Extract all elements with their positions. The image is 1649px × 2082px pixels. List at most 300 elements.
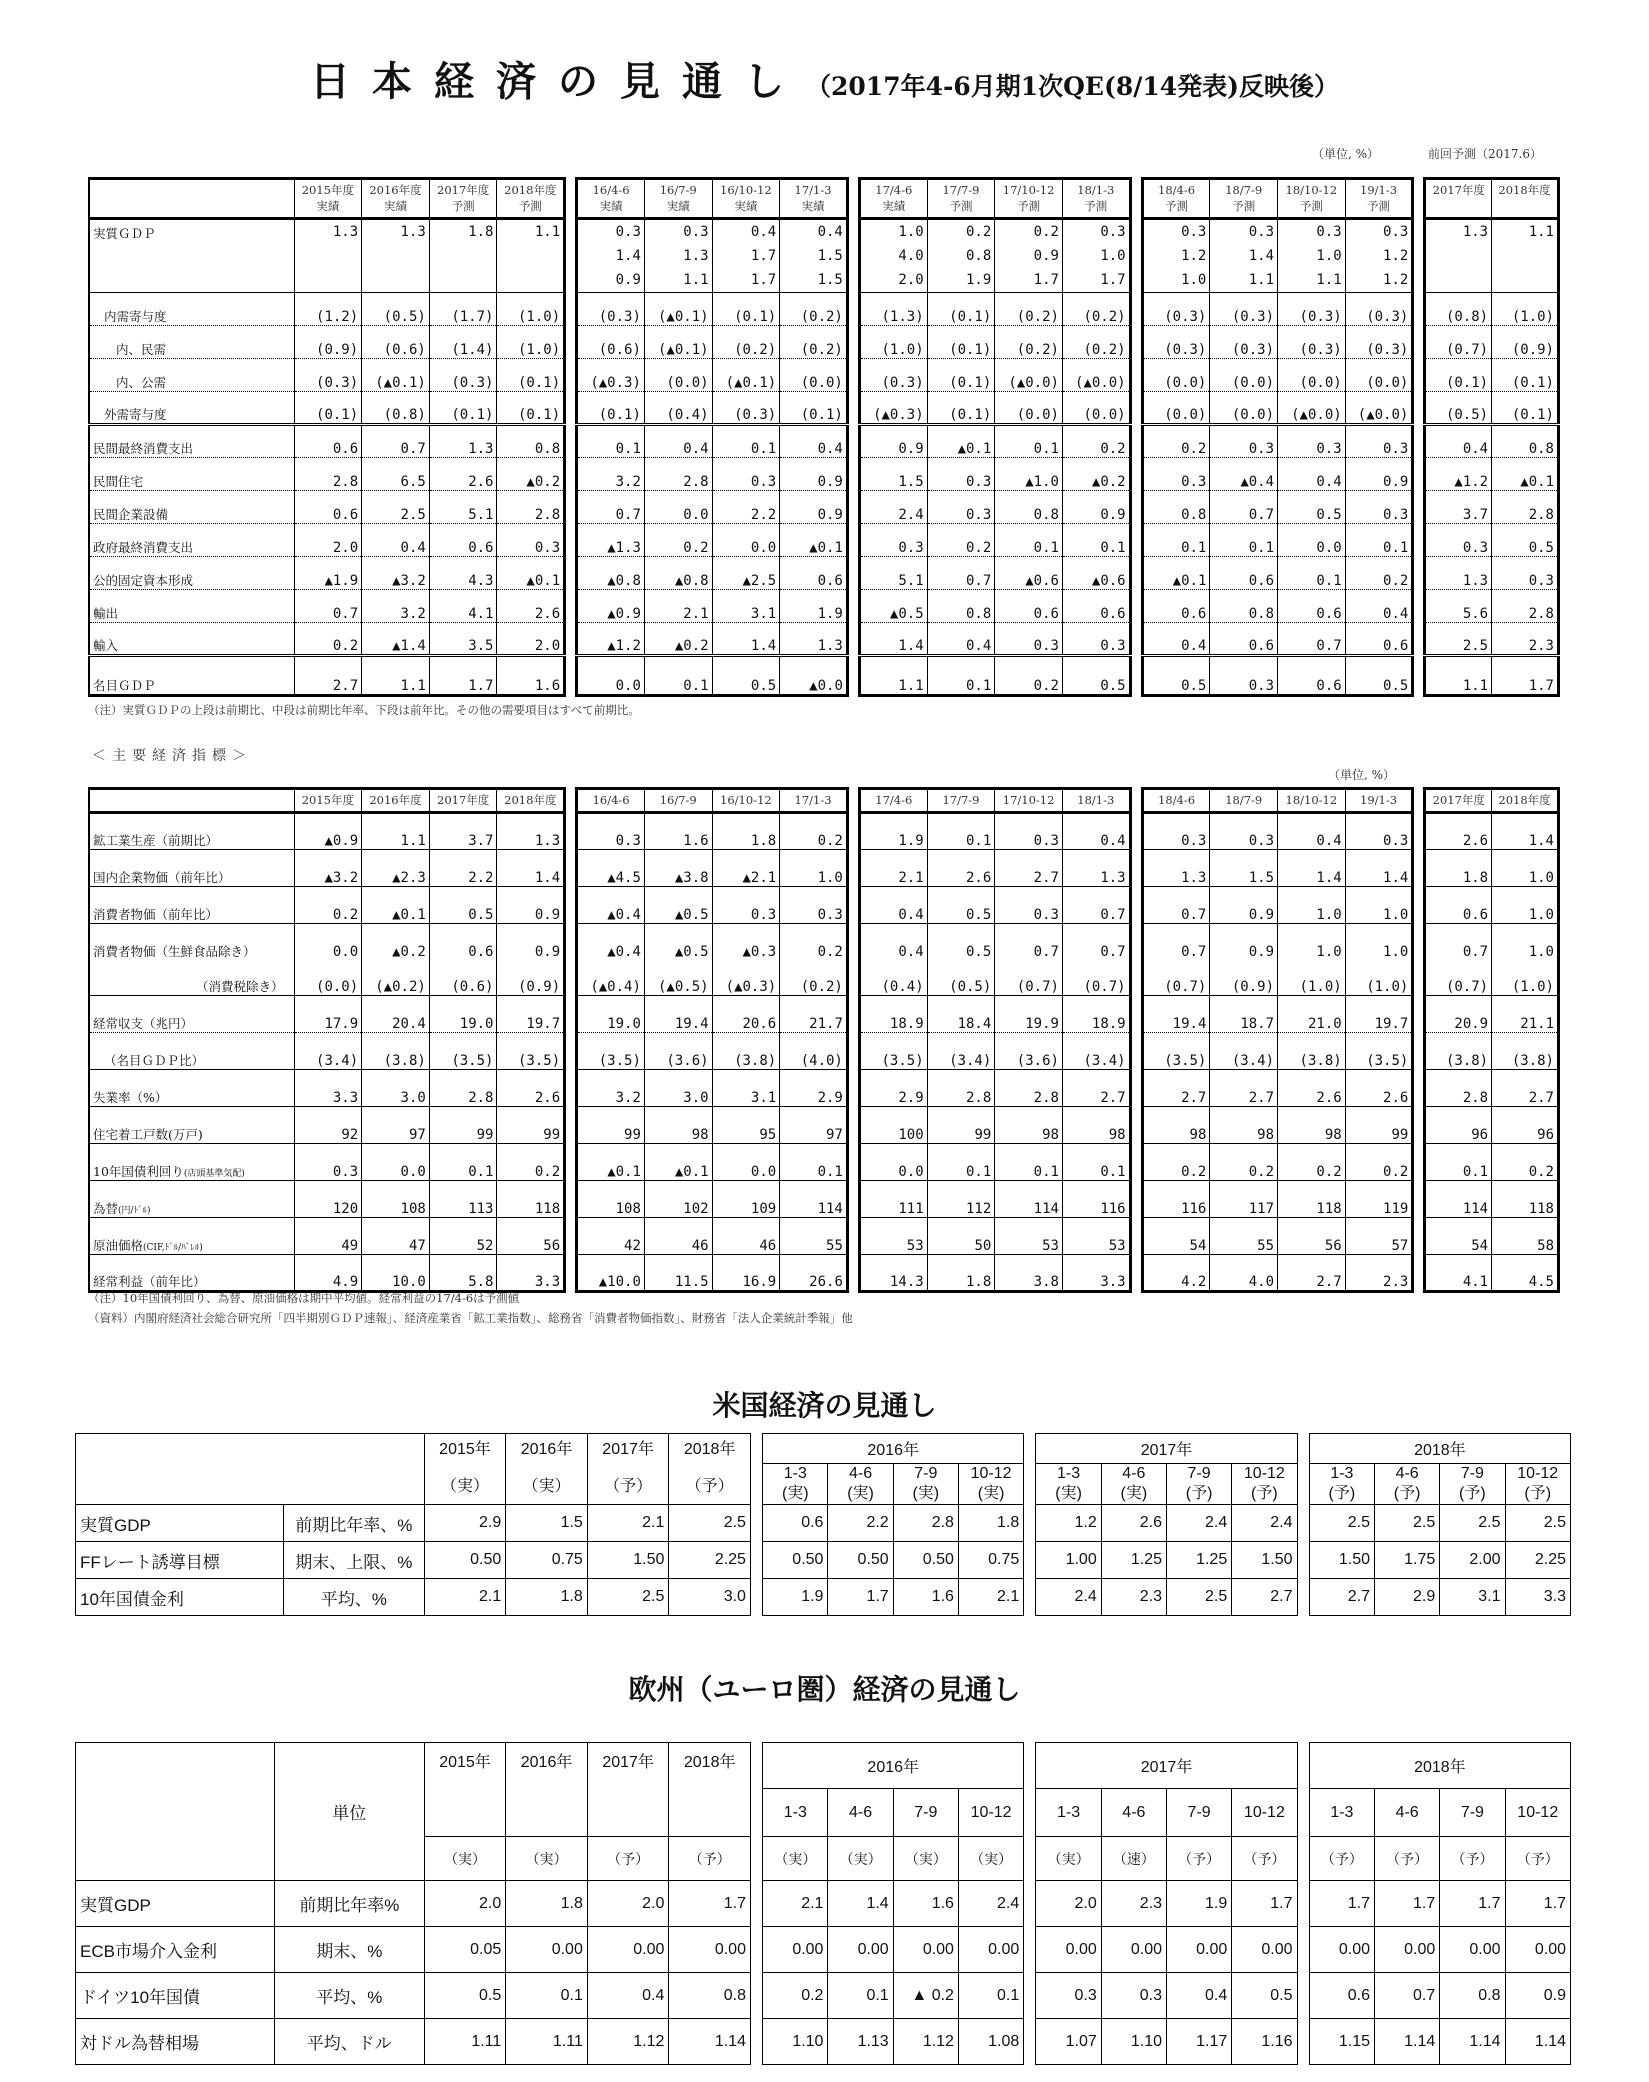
value-cell: 2.1: [958, 1579, 1023, 1616]
value-cell: (0.1): [497, 392, 565, 425]
value-cell: 0.00: [1309, 1927, 1374, 1973]
column-gap: [1413, 1070, 1425, 1107]
value-cell: 0.2: [780, 924, 848, 960]
column-header: [1345, 179, 1413, 219]
value-cell: 18.7: [1210, 996, 1278, 1033]
gdp-cell: [429, 219, 497, 293]
value-cell: (▲0.2): [362, 960, 430, 996]
title-subtitle: （2017年4-6月期1次QE(8/14発表)反映後）: [806, 72, 1339, 101]
value-cell: 4.3: [429, 557, 497, 590]
table-row: [89, 491, 1559, 524]
column-gap: [1413, 557, 1425, 590]
column-gap: [847, 1181, 859, 1218]
value-cell: (0.9): [294, 326, 362, 359]
value-cell: 1.0: [780, 850, 848, 887]
value-cell: (1.0): [497, 293, 565, 326]
value-cell: 1.14: [669, 2019, 751, 2065]
column-header: 2017年度: [429, 789, 497, 813]
value-cell: 0.7: [1142, 924, 1210, 960]
column-gap: [1297, 1881, 1309, 1927]
value-cell: 0.6: [1309, 1973, 1374, 2019]
value-cell: 1.0: [1345, 887, 1413, 924]
value-cell: (0.8): [1425, 293, 1492, 326]
table-row: [89, 425, 1559, 458]
value-cell: 0.3: [1425, 524, 1492, 557]
value-cell: 95: [712, 1107, 780, 1144]
value-cell: 2.1: [587, 1505, 669, 1542]
value-cell: 118: [497, 1181, 565, 1218]
row-label: 実質ＧＤＰ: [89, 219, 294, 293]
gdp-annualized: 1.7: [750, 248, 777, 264]
gdp-annualized: 1.0: [1316, 248, 1342, 264]
value-cell: (0.0): [780, 359, 848, 392]
quarter-header: [1440, 1464, 1505, 1505]
column-gap: [847, 1218, 859, 1255]
value-cell: (3.8): [1492, 1033, 1559, 1070]
value-cell: 0.1: [429, 1144, 497, 1181]
annual-header: [669, 1434, 751, 1505]
indicators-table: [88, 787, 1560, 1293]
group-year-header: 2017年: [1036, 1743, 1297, 1789]
column-gap: [1024, 1542, 1036, 1579]
value-cell: 0.3: [927, 458, 995, 491]
row-label: 民間企業設備: [89, 491, 294, 524]
value-cell: 2.7: [995, 850, 1063, 887]
value-cell: 3.8: [995, 1255, 1063, 1292]
value-cell: (▲0.0): [995, 359, 1063, 392]
value-cell: 0.1: [1345, 524, 1413, 557]
value-cell: 98: [1142, 1107, 1210, 1144]
value-cell: (0.1): [927, 359, 995, 392]
row-label: 民間最終消費支出: [89, 425, 294, 458]
gdp-yoy: [1495, 268, 1554, 292]
header-corner: [89, 789, 294, 813]
value-cell: 55: [780, 1218, 848, 1255]
annual-status: （予）: [685, 1478, 734, 1495]
value-cell: 2.8: [497, 491, 565, 524]
value-cell: 1.12: [587, 2019, 669, 2065]
value-cell: 2.3: [1492, 623, 1559, 656]
row-label-small: (店頭基準気配): [183, 1169, 245, 1179]
value-cell: (▲0.4): [577, 960, 645, 996]
value-cell: 46: [712, 1218, 780, 1255]
column-gap: [1297, 1542, 1309, 1579]
gdp-cell: [1345, 219, 1413, 293]
value-cell: 0.00: [1036, 1927, 1101, 1973]
value-cell: 1.3: [1142, 850, 1210, 887]
gdp-annualized: 0.9: [1033, 248, 1059, 264]
column-gap: [1130, 1144, 1142, 1181]
column-gap: [1024, 1505, 1036, 1542]
value-cell: 0.4: [644, 425, 712, 458]
value-cell: 0.1: [1278, 557, 1346, 590]
value-cell: 0.1: [1062, 1144, 1130, 1181]
quarter-status: （実）: [958, 1837, 1023, 1881]
column-gap: [1024, 1927, 1036, 1973]
gdp-cell: [362, 219, 430, 293]
column-gap: [565, 1033, 577, 1070]
column-header: 2018年度: [1492, 789, 1559, 813]
value-cell: ▲0.2: [362, 924, 430, 960]
row-label: [89, 1144, 294, 1181]
value-cell: 52: [429, 1218, 497, 1255]
value-cell: 0.3: [712, 458, 780, 491]
value-cell: ▲1.2: [577, 623, 645, 656]
quarter-label: 10-12: [1243, 1465, 1285, 1482]
gdp-yoy: [433, 268, 494, 292]
table-row: [89, 623, 1559, 656]
value-cell: 2.4: [1036, 1579, 1101, 1616]
annual-year: 2016年: [520, 1441, 573, 1458]
column-gap: [750, 1579, 762, 1616]
quarter-status: (予): [1524, 1485, 1552, 1502]
column-status: 予測: [518, 198, 542, 213]
column-gap: [1413, 1255, 1425, 1292]
value-cell: 1.1: [362, 813, 430, 850]
gdp-cell: [1142, 219, 1210, 293]
gdp-qoq: 0.3: [1316, 224, 1342, 240]
value-cell: 0.6: [1278, 590, 1346, 623]
value-cell: 3.2: [577, 458, 645, 491]
value-cell: 0.4: [1062, 813, 1130, 850]
row-label-text: 消費者物価（前年比）: [93, 907, 219, 922]
value-cell: (3.5): [577, 1033, 645, 1070]
column-gap: [1413, 887, 1425, 924]
value-cell: 50: [927, 1218, 995, 1255]
gdp-qoq: 1.1: [534, 224, 561, 240]
value-cell: 1.0: [1278, 887, 1346, 924]
table-row: [76, 1505, 1571, 1542]
value-cell: (0.8): [362, 392, 430, 425]
quarter-header: 1-3: [1309, 1789, 1374, 1837]
value-cell: 98: [1062, 1107, 1130, 1144]
value-cell: ▲1.3: [577, 524, 645, 557]
value-cell: 0.00: [828, 1927, 893, 1973]
row-label-text: 経常利益（前年比）: [93, 1274, 206, 1289]
quarter-header: 4-6: [1375, 1789, 1440, 1837]
column-gap: [565, 813, 577, 850]
value-cell: 0.2: [763, 1973, 828, 2019]
value-cell: (▲0.3): [577, 359, 645, 392]
value-cell: ▲0.8: [644, 557, 712, 590]
value-cell: 1.15: [1309, 2019, 1374, 2065]
value-cell: 3.5: [429, 623, 497, 656]
column-gap: [1413, 1218, 1425, 1255]
value-cell: 0.2: [1345, 557, 1413, 590]
value-cell: 1.6: [893, 1579, 958, 1616]
value-cell: 0.7: [1210, 491, 1278, 524]
row-unit: 平均、ドル: [274, 2019, 424, 2065]
value-cell: 116: [1062, 1181, 1130, 1218]
column-gap: [565, 623, 577, 656]
value-cell: (0.0): [1210, 359, 1278, 392]
header-row: [76, 1743, 1571, 1789]
value-cell: 0.3: [1492, 557, 1559, 590]
value-cell: 1.11: [506, 2019, 588, 2065]
value-cell: 49: [294, 1218, 362, 1255]
column-status: 予測: [1084, 198, 1108, 213]
value-cell: ▲3.8: [644, 850, 712, 887]
value-cell: 0.2: [294, 623, 362, 656]
column-gap: [847, 326, 859, 359]
value-cell: (3.5): [1345, 1033, 1413, 1070]
value-cell: 0.75: [506, 1542, 588, 1579]
value-cell: 19.4: [1142, 996, 1210, 1033]
value-cell: 0.5: [1232, 1973, 1297, 2019]
column-gap: [1130, 1070, 1142, 1107]
quarter-header: 7-9: [1166, 1789, 1231, 1837]
value-cell: 2.7: [1062, 1070, 1130, 1107]
column-header: [927, 179, 995, 219]
value-cell: 0.9: [1210, 887, 1278, 924]
value-cell: 108: [577, 1181, 645, 1218]
column-header: [712, 179, 780, 219]
table-row: [89, 1107, 1559, 1144]
column-header: 19/1-3: [1345, 789, 1413, 813]
value-cell: 18.4: [927, 996, 995, 1033]
column-status: [1429, 199, 1488, 215]
value-cell: 99: [927, 1107, 995, 1144]
value-cell: 1.2: [1036, 1505, 1101, 1542]
value-cell: (0.0): [1142, 392, 1210, 425]
value-cell: 2.9: [859, 1070, 927, 1107]
value-cell: 1.7: [1440, 1881, 1505, 1927]
column-gap: [847, 887, 859, 924]
column-header: 16/7-9: [644, 789, 712, 813]
value-cell: (0.0): [644, 359, 712, 392]
table-row: [89, 524, 1559, 557]
value-cell: 0.00: [669, 1927, 751, 1973]
column-gap: [847, 623, 859, 656]
quarter-status: （実）: [763, 1837, 828, 1881]
value-cell: (▲0.1): [644, 293, 712, 326]
value-cell: 0.1: [644, 656, 712, 696]
column-gap: [1297, 1434, 1309, 1505]
row-label: [89, 887, 294, 924]
value-cell: 114: [1425, 1181, 1492, 1218]
gdp-annualized: [433, 244, 494, 268]
value-cell: 0.8: [1440, 1973, 1505, 2019]
value-cell: 0.2: [1278, 1144, 1346, 1181]
value-cell: (3.5): [497, 1033, 565, 1070]
value-cell: 2.9: [424, 1505, 506, 1542]
column-gap: [1413, 425, 1425, 458]
value-cell: 1.07: [1036, 2019, 1101, 2065]
value-cell: 2.7: [1492, 1070, 1559, 1107]
value-cell: 0.1: [828, 1973, 893, 2019]
value-cell: 0.6: [1062, 590, 1130, 623]
value-cell: 0.3: [859, 524, 927, 557]
value-cell: (0.6): [577, 326, 645, 359]
indicators-note-2: （資料）内閣府経済社会総合研究所「四半期別ＧＤＰ速報」、経済産業省「鉱工業指数」、総務省「消費者物価指数」、財務省「法人企業統計季報」他: [88, 1311, 853, 1325]
value-cell: 0.5: [1278, 491, 1346, 524]
value-cell: 1.3: [429, 425, 497, 458]
table-row: [76, 1542, 1571, 1579]
value-cell: (0.3): [429, 359, 497, 392]
value-cell: (1.2): [294, 293, 362, 326]
quarter-status: （予）: [1309, 1837, 1374, 1881]
column-gap: [1413, 524, 1425, 557]
value-cell: 19.7: [1345, 996, 1413, 1033]
quarter-header: 10-12: [1505, 1789, 1570, 1837]
table-row: [89, 1255, 1559, 1292]
value-cell: 0.1: [958, 1973, 1023, 2019]
value-cell: 1.8: [1425, 850, 1492, 887]
column-period: 2017年度: [437, 182, 490, 197]
value-cell: 0.0: [362, 1144, 430, 1181]
value-cell: 0.4: [587, 1973, 669, 2019]
row-label-text: 住宅着工戸数(万戸): [93, 1127, 203, 1142]
value-cell: 1.4: [828, 1881, 893, 1927]
column-gap: [750, 1743, 762, 1881]
value-cell: 98: [1278, 1107, 1346, 1144]
column-period: 17/10-12: [1002, 182, 1055, 197]
japan-table-note: （注）実質ＧＤＰの上段は前期比、中段は前期比年率、下段は前年比。その他の需要項目はすべて前期比。: [88, 703, 640, 717]
value-cell: 2.8: [1425, 1070, 1492, 1107]
gdp-yoy: 1.1: [683, 272, 709, 288]
value-cell: ▲0.4: [577, 924, 645, 960]
value-cell: 0.00: [506, 1927, 588, 1973]
value-cell: 0.00: [1505, 1927, 1570, 1973]
column-status: [1495, 199, 1554, 215]
value-cell: 0.6: [1142, 590, 1210, 623]
value-cell: 0.3: [1210, 425, 1278, 458]
value-cell: (0.2): [712, 326, 780, 359]
column-gap: [1130, 1033, 1142, 1070]
quarter-label: 7-9: [1187, 1465, 1211, 1482]
column-status: 実績: [599, 198, 623, 213]
value-cell: 116: [1142, 1181, 1210, 1218]
column-gap: [1024, 2019, 1036, 2065]
quarter-header: 1-3: [763, 1789, 828, 1837]
value-cell: 0.1: [1210, 524, 1278, 557]
row-unit: 期末、上限、%: [284, 1542, 425, 1579]
row-label-text: 10年国債利回り: [93, 1164, 184, 1179]
column-gap: [847, 1255, 859, 1292]
value-cell: 2.5: [1440, 1505, 1505, 1542]
column-gap: [750, 1881, 762, 1927]
value-cell: 18.9: [1062, 996, 1130, 1033]
row-label: [89, 813, 294, 850]
value-cell: (0.0): [995, 392, 1063, 425]
value-cell: 0.3: [1101, 1973, 1166, 2019]
column-gap: [1413, 1033, 1425, 1070]
value-cell: 0.4: [859, 924, 927, 960]
value-cell: 0.9: [497, 887, 565, 924]
value-cell: (0.1): [294, 392, 362, 425]
column-gap: [1413, 924, 1425, 960]
value-cell: 0.9: [1345, 458, 1413, 491]
value-cell: 26.6: [780, 1255, 848, 1292]
value-cell: 1.7: [828, 1579, 893, 1616]
value-cell: 0.00: [1166, 1927, 1231, 1973]
column-gap: [847, 557, 859, 590]
value-cell: 2.7: [1142, 1070, 1210, 1107]
value-cell: 0.2: [927, 524, 995, 557]
column-gap: [847, 656, 859, 696]
value-cell: 0.2: [780, 813, 848, 850]
value-cell: 0.7: [577, 491, 645, 524]
value-cell: ▲0.2: [644, 623, 712, 656]
value-cell: 3.7: [1425, 491, 1492, 524]
value-cell: 0.0: [294, 924, 362, 960]
unit-header: 単位: [274, 1743, 424, 1881]
column-header: [995, 179, 1063, 219]
gdp-yoy: 1.7: [1100, 272, 1126, 288]
column-gap: [1130, 924, 1142, 960]
column-gap: [1130, 425, 1142, 458]
column-period: 17/7-9: [942, 182, 980, 197]
column-gap: [565, 1218, 577, 1255]
column-header: [1210, 179, 1278, 219]
row-label: 輸入: [89, 623, 294, 656]
value-cell: 0.2: [1142, 1144, 1210, 1181]
value-cell: 0.3: [1142, 458, 1210, 491]
value-cell: 0.3: [497, 524, 565, 557]
column-gap: [1130, 996, 1142, 1033]
annual-status-header: （予）: [587, 1837, 669, 1881]
value-cell: 1.50: [1309, 1542, 1374, 1579]
value-cell: 1.6: [644, 813, 712, 850]
quarter-status: （予）: [1232, 1837, 1297, 1881]
gdp-yoy: 1.7: [1033, 272, 1059, 288]
value-cell: 1.0: [1492, 887, 1559, 924]
value-cell: 0.0: [1278, 524, 1346, 557]
value-cell: 47: [362, 1218, 430, 1255]
value-cell: 4.1: [429, 590, 497, 623]
value-cell: (0.1): [1425, 359, 1492, 392]
value-cell: (▲0.0): [1345, 392, 1413, 425]
value-cell: 3.0: [644, 1070, 712, 1107]
table-row: [89, 1218, 1559, 1255]
column-header: [1062, 179, 1130, 219]
column-gap: [565, 458, 577, 491]
value-cell: 0.4: [1142, 623, 1210, 656]
value-cell: 0.2: [1492, 1144, 1559, 1181]
column-gap: [1413, 960, 1425, 996]
column-gap: [1130, 219, 1142, 293]
table-row: [89, 326, 1559, 359]
value-cell: 1.8: [958, 1505, 1023, 1542]
row-label: FFレート誘導目標: [76, 1542, 284, 1579]
value-cell: 1.6: [497, 656, 565, 696]
column-header: [1425, 179, 1492, 219]
table-row: [89, 1144, 1559, 1181]
value-cell: 1.9: [763, 1579, 828, 1616]
value-cell: (0.3): [1142, 326, 1210, 359]
value-cell: (▲0.5): [644, 960, 712, 996]
value-cell: 2.0: [587, 1881, 669, 1927]
column-gap: [1413, 1181, 1425, 1218]
column-header: [497, 179, 565, 219]
column-gap: [1297, 1579, 1309, 1616]
value-cell: 2.6: [1101, 1505, 1166, 1542]
quarter-label: 4-6: [849, 1465, 873, 1482]
gdp-qoq: 1.3: [332, 224, 359, 240]
gdp-yoy: [365, 268, 426, 292]
value-cell: 0.2: [497, 1144, 565, 1181]
value-cell: ▲0.4: [1210, 458, 1278, 491]
value-cell: 102: [644, 1181, 712, 1218]
quarter-status: (実): [977, 1485, 1005, 1502]
value-cell: 5.6: [1425, 590, 1492, 623]
value-cell: 1.11: [424, 2019, 506, 2065]
value-cell: 0.7: [1062, 924, 1130, 960]
value-cell: 98: [644, 1107, 712, 1144]
value-cell: 0.00: [763, 1927, 828, 1973]
value-cell: 0.0: [712, 1144, 780, 1181]
value-cell: 1.7: [429, 656, 497, 696]
